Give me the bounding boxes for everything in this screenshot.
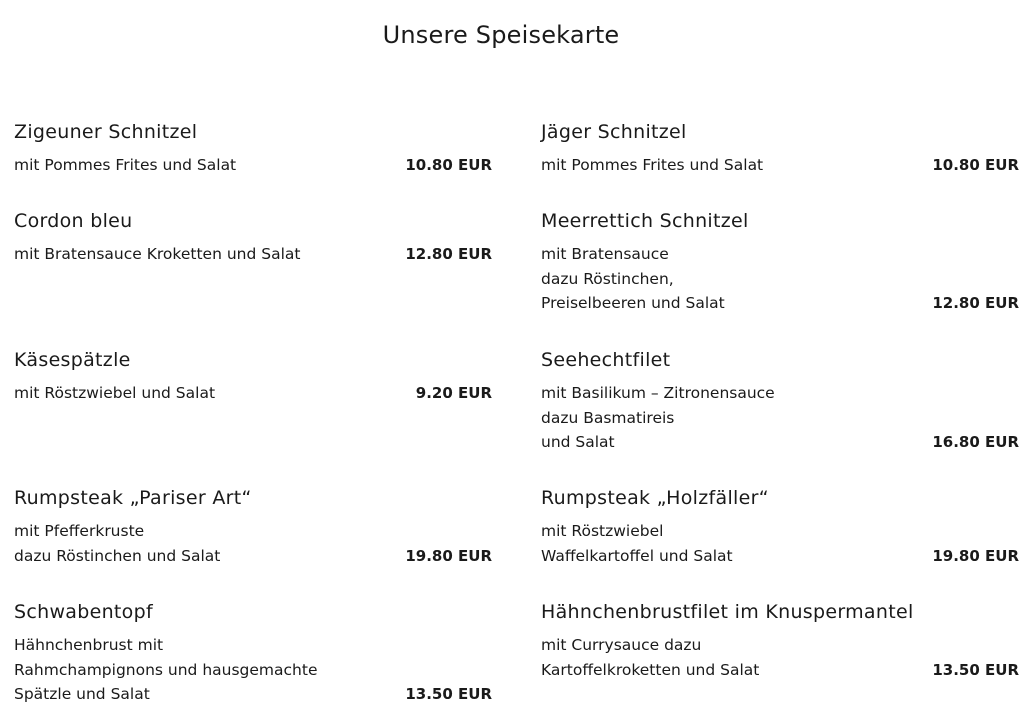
description-line: Kartoffelkroketten und Salat: [541, 660, 760, 679]
dish-price: 10.80 EUR: [405, 156, 492, 174]
description-line: dazu Röstinchen und Salat: [14, 546, 221, 565]
description-line: mit Basilikum – Zitronensauce: [541, 384, 775, 402]
menu-item: [541, 209, 1019, 316]
dish-name: Cordon bleu: [14, 210, 133, 232]
menu-item: [14, 120, 492, 178]
menu-item: [14, 600, 492, 707]
dish-price: 19.80 EUR: [405, 546, 492, 565]
dish-price: 13.50 EUR: [932, 660, 1019, 679]
description-line: und Salat: [541, 433, 615, 451]
menu-item: [14, 486, 492, 568]
page-title: Unsere Speisekarte: [382, 21, 620, 49]
description-line: mit Currysauce dazu: [541, 636, 702, 654]
dish-name: Meerrettich Schnitzel: [541, 210, 749, 232]
dish-price: 16.80 EUR: [932, 433, 1019, 451]
dish-name: Rumpsteak „Holzfäller“: [541, 487, 769, 509]
dish-price: 9.20 EUR: [415, 384, 492, 402]
menu-item: [541, 600, 1019, 682]
dish-price: 12.80 EUR: [932, 294, 1019, 312]
description-line: Rahmchampignons und hausgemachte: [14, 660, 318, 679]
dish-name: Schwabentopf: [14, 601, 153, 623]
dish-name: Rumpsteak „Pariser Art“: [14, 487, 252, 509]
description-line: mit Bratensauce: [541, 245, 669, 263]
description-line: mit Pommes Frites und Salat: [541, 156, 764, 174]
dish-name: Zigeuner Schnitzel: [14, 121, 198, 143]
description-line: dazu Basmatireis: [541, 408, 675, 427]
description-line: mit Röstzwiebel: [541, 522, 664, 540]
dish-price: 10.80 EUR: [932, 156, 1019, 174]
description-line: Preiselbeeren und Salat: [541, 294, 725, 312]
description-line: Spätzle und Salat: [14, 685, 150, 703]
dish-name: Käsespätzle: [14, 349, 131, 371]
dish-price: 19.80 EUR: [932, 546, 1019, 565]
dish-price: 13.50 EUR: [405, 685, 492, 703]
dish-name: Jäger Schnitzel: [541, 121, 687, 143]
description-line: dazu Röstinchen,: [541, 269, 674, 288]
menu-item: [541, 120, 1019, 178]
description-line: mit Pommes Frites und Salat: [14, 156, 237, 174]
dish-name: Seehechtfilet: [541, 349, 671, 371]
menu-item: [14, 348, 492, 406]
menu-item: [541, 348, 1019, 455]
dish-name: Hähnchenbrustfilet im Knuspermantel: [541, 601, 914, 623]
menu-item: [541, 486, 1019, 568]
description-line: mit Bratensauce Kroketten und Salat: [14, 245, 301, 263]
description-line: mit Röstzwiebel und Salat: [14, 384, 216, 402]
description-line: Hähnchenbrust mit: [14, 636, 164, 654]
description-line: Waffelkartoffel und Salat: [541, 546, 733, 565]
menu-item: [14, 209, 492, 267]
description-line: mit Pfefferkruste: [14, 522, 145, 540]
dish-price: 12.80 EUR: [405, 245, 492, 263]
